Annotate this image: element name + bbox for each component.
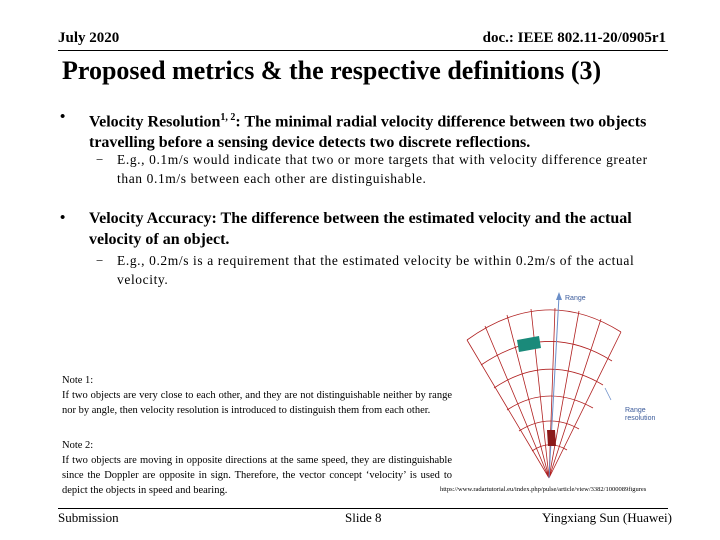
sub-bullet-marker: − <box>96 152 104 167</box>
bullet-velocity-accuracy: Velocity Accuracy: The difference between the estimated velocity and the actual velocity of an object. <box>89 210 632 248</box>
footer-divider <box>58 508 668 509</box>
target-b <box>547 430 556 446</box>
resolution-pointer <box>605 388 611 400</box>
header-divider <box>58 50 668 51</box>
sub-bullet-example: E.g., 0.1m/s would indicate that two or more targets that with velocity difference greater than 0.1m/s between each other are distinguishable. <box>117 152 648 186</box>
bullet-lead: Velocity Resolution <box>89 113 221 131</box>
sub-bullet-example: E.g., 0.2m/s is a requirement that the estimated velocity be within 0.2m/s of the actual velocity. <box>117 253 635 287</box>
figure-source-url: https://www.radartutorial.eu/index.php/pulse/article/view/3382/1000089figures <box>440 486 647 493</box>
header-date: July 2020 <box>58 30 120 46</box>
footer-submission: Submission <box>58 510 119 525</box>
footer-author: Yingxiang Sun (Huawei) <box>542 510 672 525</box>
note-1 <box>62 373 452 418</box>
header-doc-id: doc.: IEEE 802.11-20/0905r1 <box>482 30 666 46</box>
resolution-label-line2: resolution <box>625 415 656 422</box>
resolution-label-line1: Range <box>625 407 646 414</box>
bullet-velocity-resolution <box>89 107 671 153</box>
target-a <box>517 336 541 352</box>
note-1-body: If two objects are very close to each other, and they are not distinguishable neither by range nor by angle, then velocity resolution is introduced to distinguish them from each other. <box>62 390 452 416</box>
footer-slide-number: Slide 8 <box>345 510 382 525</box>
range-resolution-figure <box>455 288 673 488</box>
bullet-marker: • <box>60 210 66 226</box>
note-2-body: If two objects are moving in opposite directions at the same speed, they are distinguishable since the Doppler are opposite in sign. Therefore, the vector concept ‘velocity’ is used to depict the objects in speed and bearing. <box>62 455 452 496</box>
bullet-marker: • <box>60 109 66 125</box>
range-axis-label: Range <box>565 295 586 302</box>
slide-title: Proposed metrics & the respective definitions (3) <box>62 56 602 85</box>
radar-fan-grid <box>467 308 621 478</box>
note-1-title: Note 1: <box>62 375 94 386</box>
note-2-title: Note 2: <box>62 440 94 451</box>
range-axis-arrow <box>556 292 562 300</box>
note-2 <box>62 438 452 498</box>
bullet-superscript: 1, 2 <box>220 112 236 123</box>
bullet-rest: : The minimal radial velocity difference between two objects travelling before a sensing device detects two discrete reflections. <box>89 113 647 152</box>
sub-bullet-marker: − <box>96 253 104 268</box>
